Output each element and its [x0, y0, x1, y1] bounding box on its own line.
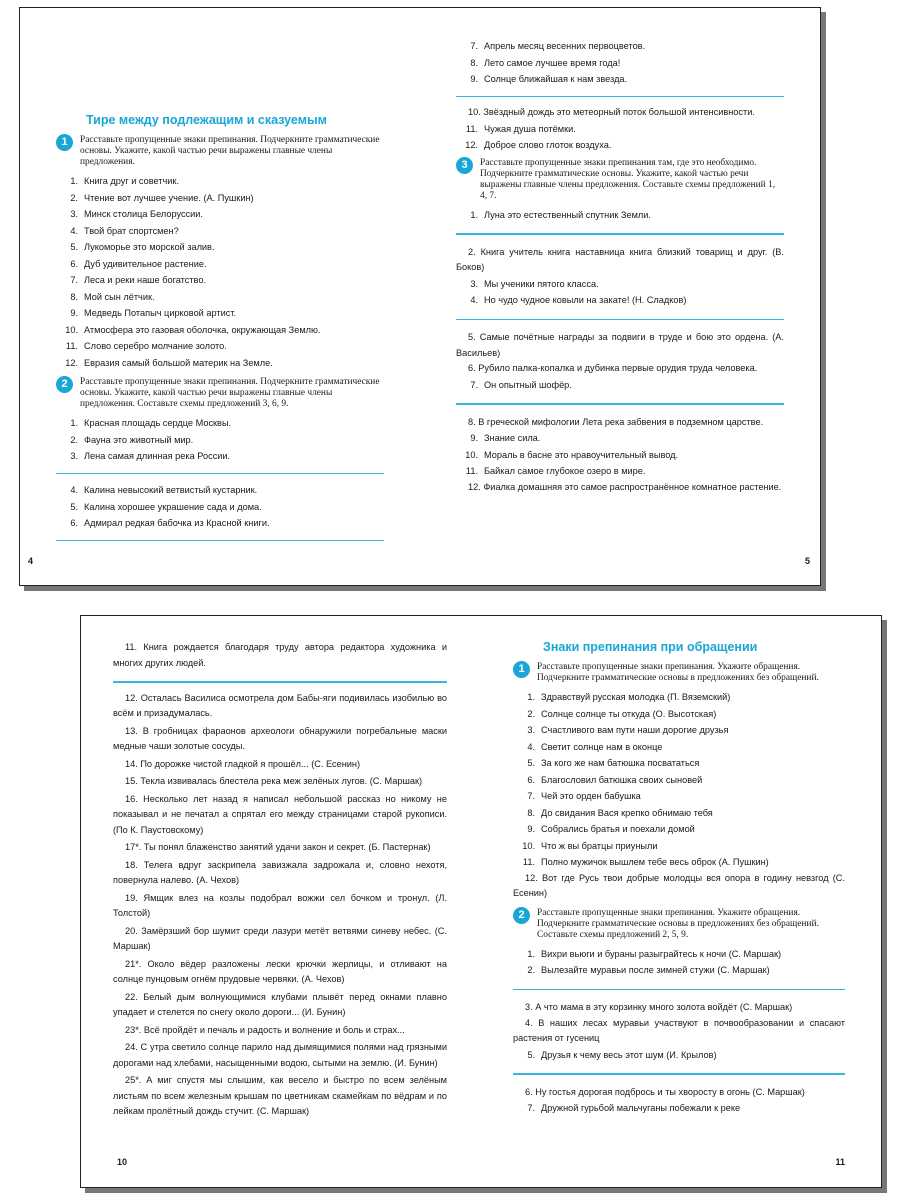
page-10-column: [113, 640, 447, 1122]
exercise-line: 9. Медведь Потапыч цирковой артист.: [70, 308, 237, 318]
exercise-line: 1. Красная площадь сердце Москвы.: [70, 418, 232, 428]
page-4-column: [56, 113, 384, 549]
exercise-list: [513, 689, 845, 871]
exercise-line: 5. Друзья к чему весь этот шум (И. Крылов): [527, 1049, 717, 1060]
exercise-line: 2. Книга учитель книга наставница книга близкий товарищ и друг. (В. Боков): [456, 246, 784, 272]
exercise-list: [56, 482, 384, 532]
book-spread-pages-10-11: [80, 615, 882, 1188]
exercise-list: [113, 691, 447, 1120]
divider: [513, 1073, 845, 1075]
exercise-line: 1. Вихри вьюги и бураны разыграйтесь к ночи (С. Маршак): [527, 948, 782, 959]
exercise-line: 4. Но чудо чудное ковыли на закате! (Н. Сладков): [470, 295, 687, 305]
exercise-line: 19. Ямщик влез на козлы подобрал вожжи сел бочком и тронул. (Л. Толстой): [113, 892, 447, 918]
divider: [456, 96, 784, 98]
exercise-line: 5. Лукоморье это морской залив.: [70, 242, 215, 252]
exercise-line: 16. Несколько лет назад я написал небольшой рассказ но никому не показывал и не печатал а спрятал его между страницами старой рукописи. (По К. Паустовскому): [113, 793, 447, 835]
page-number: 4: [28, 556, 34, 566]
exercise-line: 12. Вот где Русь твои добрые молодцы вся опора в годину невзгод (С. Есенин): [513, 872, 845, 898]
section-title: Тире между подлежащим и сказуемым: [86, 113, 327, 127]
exercise-line: 3. А что мама в эту корзинку много золота войдёт (С. Маршак): [525, 1002, 793, 1012]
task-text: Расставьте пропущенные знаки препинания. Укажите обращения. Подчеркните грамматические основы в предложениях без обращений. Составьте схемы предложений 2, 5, 9.: [537, 907, 819, 940]
exercise-line: 11. Полно мужичок вышлем тебе весь оброк (А. Пушкин): [522, 857, 769, 867]
exercise-list: [56, 173, 384, 371]
exercise-line: 10. Звёздный дождь это метеорный поток большой интенсивности.: [468, 107, 755, 117]
task-number-badge: 3: [456, 157, 473, 174]
divider: [513, 989, 845, 991]
exercise-line: 3. Минск столица Белоруссии.: [70, 209, 203, 219]
divider: [56, 540, 384, 542]
exercise-list: [456, 38, 784, 88]
exercise-line: 17*. Ты понял блаженство занятий удачи закон и секрет. (Б. Пастернак): [125, 842, 431, 852]
exercise-line: 5. Калина хорошее украшение сада и дома.: [70, 501, 262, 512]
exercise-line: 11. Чужая душа потёмки.: [465, 123, 576, 134]
task-number-badge: 2: [56, 376, 73, 393]
exercise-line: 13. В гробницах фараонов археологи обнаружили погребальные маски медные чаши золотые сосуды.: [113, 725, 447, 751]
exercise-line: 21*. Около вёдер разложены лески крючки жерлицы, и отливают на солнце пунцовым огнём прудовые червяки. (А. Чехов): [113, 958, 447, 984]
exercise-line: 10. Атмосфера это газовая оболочка, окружающая Землю.: [65, 324, 321, 335]
divider: [456, 319, 784, 321]
exercise-line: 22. Белый дым волнующимися клубами плывёт перед окнами плавно упадает и стелется по снегу около дороги... (И. Бунин): [113, 991, 447, 1017]
exercise-line: 8. До свидания Вася крепко обнимаю тебя: [527, 807, 713, 818]
exercise-line: 10. Мораль в басне это нравоучительный вывод.: [465, 449, 679, 460]
exercise-line: 1. Луна это естественный спутник Земли.: [470, 209, 651, 220]
page-4: [20, 8, 420, 585]
task-instruction: [56, 377, 384, 410]
exercise-line: 6. Рубило палка-копалка и дубинка первые орудия труда человека.: [468, 363, 758, 373]
exercise-line: 11. Байкал самое глубокое озеро в мире.: [465, 466, 646, 476]
exercise-line: 6. Адмирал редкая бабочка из Красной книги.: [70, 518, 270, 528]
exercise-line: 5. Самые почётные награды за подвиги в труде и бою это ордена. (А. Васильев): [456, 332, 784, 358]
task-text: Расставьте пропущенные знаки препинания. Подчеркните грамматические основы. Укажите, какой частью речи выражены главные члены предложения. Составьте схемы предложений 3, 6, 9.: [80, 377, 380, 409]
task-instruction: [513, 662, 845, 684]
exercise-line: 4. В наших лесах муравьи участвуют в почвообразовании и спасают растения от гусениц: [513, 1017, 845, 1043]
task-instruction: [513, 908, 845, 941]
exercise-line: 3. Счастливого вам пути наши дорогие друзья: [527, 725, 729, 735]
exercise-line: 3. Мы ученики пятого класса.: [470, 278, 599, 289]
task-text: Расставьте пропущенные знаки препинания. Укажите обращения. Подчеркните грамматические основы в предложениях без обращений.: [537, 662, 819, 683]
page-11: [481, 616, 881, 1187]
exercise-line: 10. Что ж вы братцы приуныли: [522, 840, 658, 851]
exercise-line: 8. Мой сын лётчик.: [70, 291, 155, 302]
exercise-line: 6. Ну гостья дорогая подбрось и ты хворосту в огонь (С. Маршак): [525, 1086, 805, 1097]
task-number-badge: 1: [56, 134, 73, 151]
divider: [113, 681, 447, 683]
exercise-line: 8. Лето самое лучшее время года!: [470, 57, 621, 68]
exercise-line: 6. Благословил батюшка своих сыновей: [527, 774, 703, 785]
exercise-line: 2. Вылезайте муравьи после зимней стужи (С. Маршак): [527, 965, 770, 975]
page-11-column: [513, 640, 845, 1117]
exercise-list: [456, 121, 784, 154]
exercise-line: 2. Чтение вот лучшее учение. (А. Пушкин): [70, 192, 254, 203]
exercise-list: [513, 946, 845, 979]
book-spread-pages-4-5: [19, 7, 821, 586]
page-number: 11: [835, 1157, 845, 1167]
exercise-line: 9. Собрались братья и поехали домой: [527, 824, 695, 834]
exercise-line: 3. Лена самая длинная река России.: [70, 451, 231, 461]
exercise-line: 20. Замёрзший бор шумит среди лазури метёт ветвями синеву небес. (С. Маршак): [113, 925, 447, 951]
page-10: [81, 616, 481, 1187]
exercise-line: 9. Солнце ближайшая к нам звезда.: [470, 74, 628, 84]
exercise-line: 1. Здравствуй русская молодка (П. Вяземский): [527, 692, 731, 702]
exercise-line: 7. Чей это орден бабушка: [527, 791, 641, 801]
exercise-line: 2. Фауна это животный мир.: [70, 434, 194, 445]
exercise-line: 7. Апрель месяц весенних первоцветов.: [470, 41, 646, 51]
exercise-line: 5. За кого же нам батюшка посвататься: [527, 758, 700, 768]
exercise-line: 12. Евразия самый большой материк на Земле.: [65, 357, 273, 368]
page-5-column: [456, 38, 784, 495]
task-instruction: [56, 135, 384, 168]
exercise-line: 6. Дуб удивительное растение.: [70, 258, 207, 269]
exercise-line: 11. Слово серебро молчание золото.: [65, 341, 227, 351]
page-number: 10: [117, 1157, 128, 1167]
section-title: Знаки препинания при обращении: [543, 640, 758, 654]
exercise-line: 4. Калина невысокий ветвистый кустарник.: [70, 485, 258, 495]
divider: [456, 233, 784, 235]
exercise-line: 4. Твой брат спортсмен?: [70, 225, 179, 236]
exercise-line: 9. Знание сила.: [470, 433, 541, 443]
task-instruction: [456, 158, 784, 202]
exercise-line: 14. По дорожке чистой гладкой я прошёл... (С. Есенин): [125, 758, 361, 769]
exercise-line: 12. Доброе слово глоток воздуха.: [465, 140, 612, 150]
exercise-line: 18. Телега вдруг заскрипела завизжала задрожала и, словно нехотя, повернула налево. (А. Чехов): [113, 859, 447, 885]
page-number: 5: [804, 556, 810, 566]
exercise-line: 24. С утра светило солнце парило над дымящимися полями над грязными дорогами над хлебами, насыщенными водою, сытыми на землю. (И. Бунин): [113, 1042, 447, 1068]
exercise-line: 7. Леса и реки наше богатство.: [70, 275, 206, 285]
exercise-list: [456, 430, 784, 480]
exercise-line: 23*. Всё пройдёт и печаль и радость и волнение и боль и страх...: [125, 1024, 405, 1035]
task-number-badge: 2: [513, 907, 530, 924]
exercise-line: 8. В греческой мифологии Лета река забвения в подземном царстве.: [468, 416, 764, 427]
divider: [456, 403, 784, 405]
task-text: Расставьте пропущенные знаки препинания там, где это необходимо. Подчеркните грамматические основы. Укажите, какой частью речи выражены главные члены предложения. Составьте схемы предложений 1, 4, 7.: [480, 157, 776, 201]
exercise-line: 2. Солнце солнце ты откуда (О. Высотская): [527, 708, 717, 719]
exercise-line: 7. Он опытный шофёр.: [470, 379, 572, 390]
task-number-badge: 1: [513, 661, 530, 678]
page-5: [420, 8, 820, 585]
exercise-line: 11. Книга рождается благодаря труду автора редактора художника и многих других людей.: [113, 642, 447, 668]
exercise-line: 25*. А миг спустя мы слышим, как весело и быстро по всем зелёным листьям по всем железным крышам по цветникам скамейкам по вёдрам и по лейкам пролётный дождь стучит. (С. Маршак): [113, 1075, 447, 1116]
exercise-list: [56, 415, 384, 465]
exercise-line: 1. Книга друг и советчик.: [70, 176, 180, 186]
divider: [56, 473, 384, 475]
exercise-line: 12. Фиалка домашняя это самое распространённое комнатное растение.: [468, 481, 782, 492]
exercise-line: 15. Текла извивалась блестела река меж зелёных лугов. (С. Маршак): [125, 776, 423, 786]
exercise-line: 12. Осталась Василиса осмотрела дом Бабы-яги подивилась изобилью во всём и призадумалась.: [113, 692, 447, 718]
task-text: Расставьте пропущенные знаки препинания. Подчеркните грамматические основы. Укажите, какой частью речи выражены главные члены предложения.: [80, 135, 380, 167]
exercise-line: 4. Светит солнце нам в оконце: [527, 741, 663, 752]
exercise-line: 7. Дружной гурьбой мальчуганы побежали к реке: [527, 1103, 741, 1113]
